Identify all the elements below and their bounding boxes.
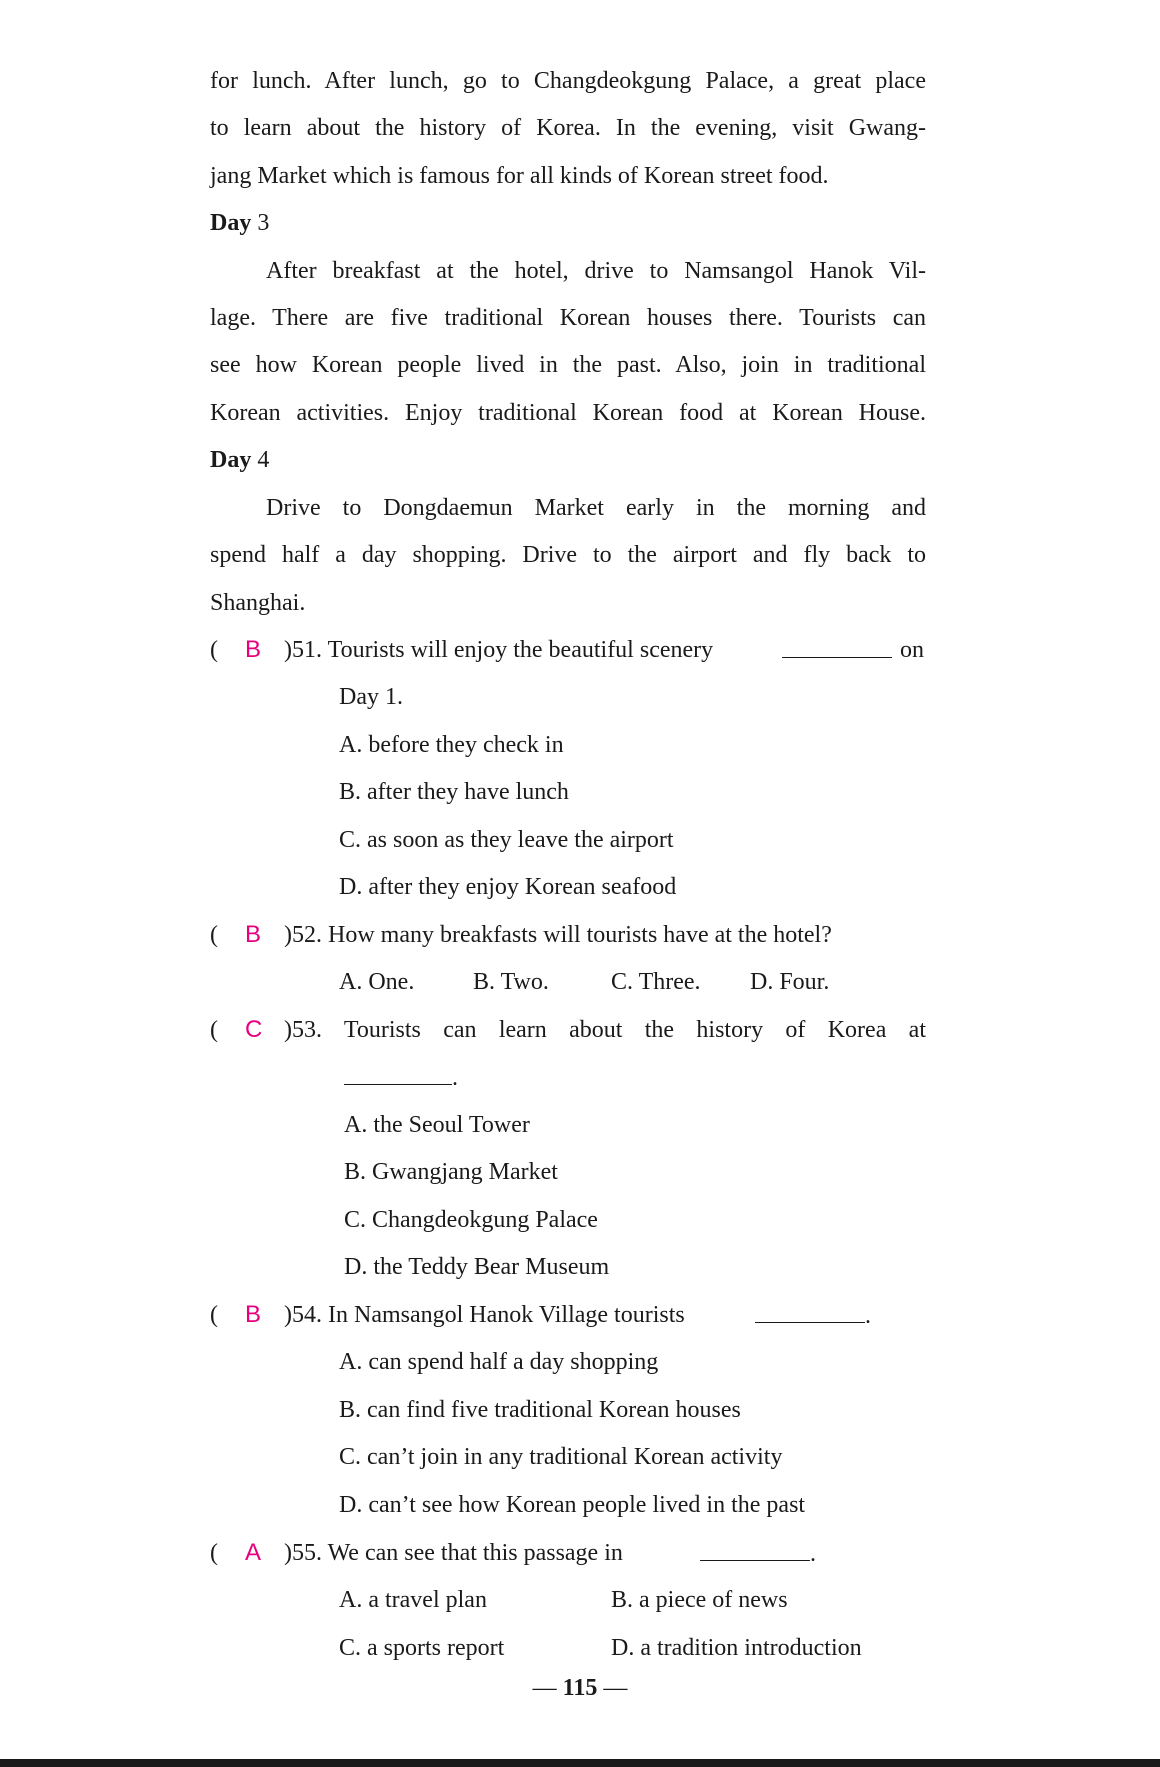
option: A. before they check in [339, 732, 564, 758]
paren-open: ( [210, 637, 218, 663]
option: A. the Seoul Tower [344, 1112, 530, 1138]
paren-close: ) [284, 637, 292, 663]
option: B. Gwangjang Market [344, 1159, 558, 1185]
option: C. as soon as they leave the airport [339, 827, 674, 853]
question-number: 52. [292, 922, 322, 948]
option: D. after they enjoy Korean seafood [339, 874, 677, 900]
question-text [284, 1538, 623, 1568]
option: C. Three. [611, 969, 701, 995]
question-stem: Tourists can learn about the history of Korea at [343, 1017, 926, 1043]
page-number-dash: — [603, 1675, 628, 1701]
option: A. a travel plan [339, 1587, 487, 1613]
passage-line: for lunch. After lunch, go to Changdeokgung Palace, a great place [210, 68, 926, 94]
passage-line: spend half a day shopping. Drive to the airport and fly back to [210, 542, 926, 568]
answer-mark: B [245, 921, 262, 948]
question-number: 53. [292, 1017, 322, 1043]
answer-mark: C [245, 1016, 263, 1043]
question-stem: In Namsangol Hanok Village tourists [328, 1302, 685, 1328]
paren-open: ( [210, 1302, 218, 1328]
day-number: 3 [257, 210, 270, 236]
option: C. can’t join in any traditional Korean activity [339, 1444, 783, 1470]
passage-line: Korean activities. Enjoy traditional Korean food at Korean House. [210, 400, 926, 426]
question-stem: We can see that this passage in [327, 1540, 623, 1566]
answer-mark: B [245, 636, 262, 663]
answer-blank [344, 1062, 452, 1085]
answer-blank [700, 1538, 810, 1561]
passage-line: lage. There are five traditional Korean houses there. Tourists can [210, 305, 926, 331]
paren-close: ) [284, 1017, 292, 1043]
day-4-heading [210, 445, 926, 475]
option: C. a sports report [339, 1635, 505, 1661]
question-stem-tail: . [810, 1541, 816, 1567]
question-number: 55. [292, 1540, 322, 1566]
question-stem-tail: on [900, 637, 924, 663]
passage-line: to learn about the history of Korea. In the evening, visit Gwang- [210, 115, 926, 141]
option: B. Two. [473, 969, 549, 995]
page-number [0, 1673, 1160, 1703]
answer-mark: B [245, 1301, 262, 1328]
question-stem-tail: . [865, 1303, 871, 1329]
answer-blank [755, 1300, 865, 1323]
option: C. Changdeokgung Palace [344, 1207, 598, 1233]
paren-open: ( [210, 922, 218, 948]
passage-line: Shanghai. [210, 590, 306, 616]
question-number: 54. [292, 1302, 322, 1328]
paren-close: ) [284, 1302, 292, 1328]
passage-line: jang Market which is famous for all kinds of Korean street food. [210, 163, 829, 189]
question-text [284, 1300, 685, 1330]
option: A. can spend half a day shopping [339, 1349, 659, 1375]
option: B. a piece of news [611, 1587, 788, 1613]
option: D. the Teddy Bear Museum [344, 1254, 610, 1280]
question-number: 51. [292, 637, 322, 663]
passage-line: Drive to Dongdaemun Market early in the morning and [266, 495, 926, 521]
option: B. after they have lunch [339, 779, 569, 805]
question-stem: Tourists will enjoy the beautiful scenery [327, 637, 714, 663]
question-stem-tail: . [452, 1065, 458, 1091]
question-text [284, 920, 832, 950]
paren-close: ) [284, 1540, 292, 1566]
option: D. a tradition introduction [611, 1635, 862, 1661]
page-number-dash: — [532, 1675, 557, 1701]
passage-line: see how Korean people lived in the past. Also, join in traditional [210, 352, 926, 378]
answer-mark: A [245, 1539, 262, 1566]
option: D. can’t see how Korean people lived in the past [339, 1492, 806, 1518]
option: B. can find five traditional Korean houses [339, 1397, 741, 1423]
paren-close: ) [284, 922, 292, 948]
question-stem: How many breakfasts will tourists have at the hotel? [328, 922, 832, 948]
day-number: 4 [257, 447, 270, 473]
bottom-edge-bar [0, 1759, 1160, 1767]
day-label: Day [210, 447, 252, 473]
passage-line: After breakfast at the hotel, drive to Namsangol Hanok Vil- [266, 258, 926, 284]
paren-open: ( [210, 1540, 218, 1566]
day-3-heading [210, 208, 926, 238]
paren-open: ( [210, 1017, 218, 1043]
question-stem-line2 [344, 1062, 458, 1093]
answer-blank [782, 635, 892, 658]
option: D. Four. [750, 969, 830, 995]
question-stem-line2: Day 1. [339, 684, 403, 710]
option: A. One. [339, 969, 415, 995]
day-label: Day [210, 210, 252, 236]
page-number-value: 115 [562, 1675, 598, 1701]
question-text [284, 1015, 926, 1045]
